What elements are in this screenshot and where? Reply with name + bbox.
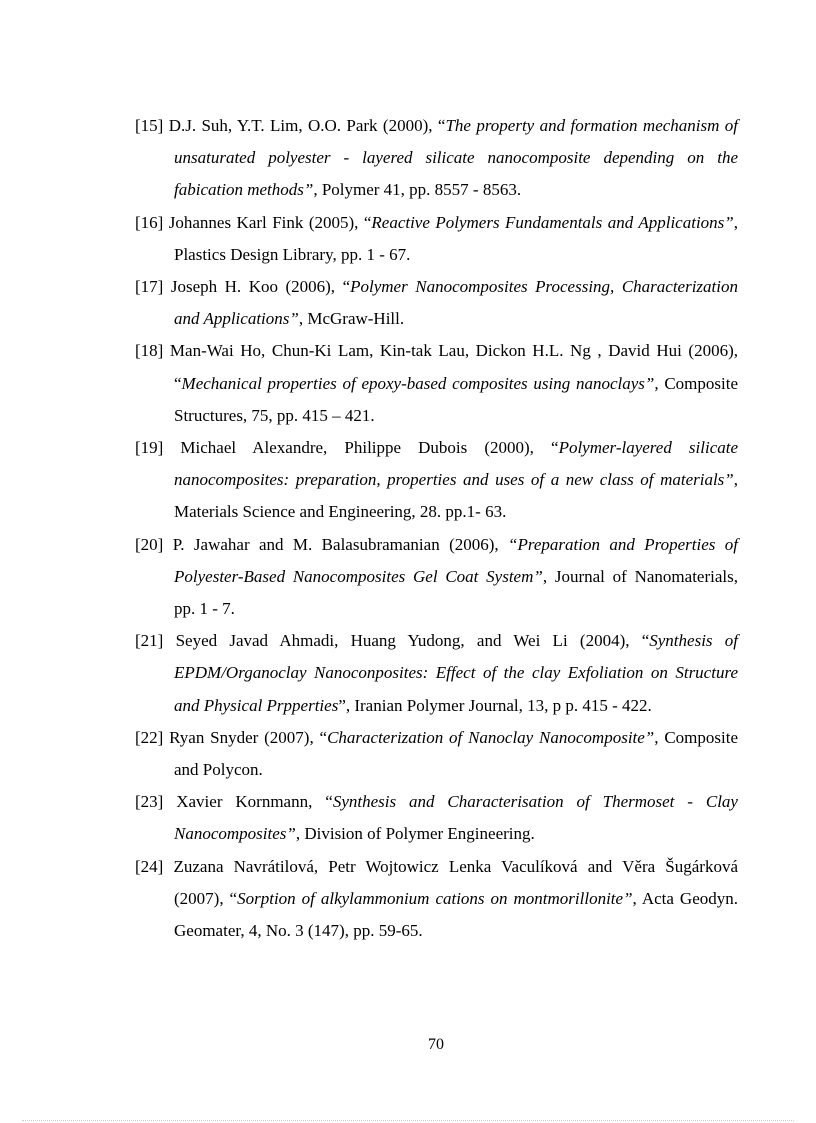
reference-item: [23] Xavier Kornmann, “Synthesis and Characterisation of Thermoset - Clay Nanocomposites”, Division of Polymer Engineering. [135,792,738,844]
reference-title: Characterization of Nanoclay Nanocomposite” [327,727,655,747]
reference-list [135,110,738,947]
reference-title: Polymer Nanocomposites Processing, Characterization and Applications” [174,277,738,329]
reference-item: [24] Zuzana Navrátilová, Petr Wojtowicz Lenka Vaculíková and Věra Šugárková (2007), “Sorption of alkylammonium cations on montmorillonite”, Acta Geodyn. Geomater, 4, No. 3 (147), pp. 59-65. [135,856,738,941]
reference-title: Mechanical properties of epoxy-based composites using nanoclays”, [181,373,659,393]
reference-title: Synthesis of EPDM/Organoclay Nanoconposites: Effect of the clay Exfoliation on Structure and Physical Prpperties [174,631,738,715]
reference-title: Sorption of alkylammonium cations on montmorillonite” [237,888,633,908]
reference-title: Synthesis and Characterisation of Thermoset - Clay Nanocomposites” [174,792,738,844]
reference-title: Reactive Polymers Fundamentals and Applications” [371,212,734,232]
reference-item: [22] Ryan Snyder (2007), “Characterization of Nanoclay Nanocomposite”, Composite and Polycon. [135,727,738,780]
page-number: 70 [428,1036,444,1053]
reference-title: “Preparation and Properties of Polyester-Based Nanocomposites Gel Coat System” [174,534,738,586]
reference-title: The property and formation mechanism of unsaturated polyester - layered silicate nanocomposite depending on the fabication methods” [174,116,739,200]
reference-item: [20] P. Jawahar and M. Balasubramanian (2006), “Preparation and Properties of Polyester-Based Nanocomposites Gel Coat System”, Journal of Nanomaterials, pp. 1 - 7. [135,534,738,619]
reference-item: [21] Seyed Javad Ahmadi, Huang Yudong, and Wei Li (2004), “Synthesis of EPDM/Organoclay Nanoconposites: Effect of the clay Exfoliation on Structure and Physical Prpperties”, Iranian Polymer Journal, 13, p p. 415 - 422. [135,631,738,715]
reference-item: [19] Michael Alexandre, Philippe Dubois (2000), “Polymer-layered silicate nanocomposites: preparation, properties and uses of a new class of materials”, Materials Science and Engineering, 28. pp.1- 63. [135,438,739,522]
page-bottom-divider [22,1120,794,1121]
reference-item: [17] Joseph H. Koo (2006), “Polymer Nanocomposites Processing, Characterization and Applications”, McGraw-Hill. [135,277,738,329]
reference-title: Polymer-layered silicate nanocomposites: preparation, properties and uses of a new class of materials” [174,438,739,490]
reference-item: [15] D.J. Suh, Y.T. Lim, O.O. Park (2000), “The property and formation mechanism of unsaturated polyester - layered silicate nanocomposite depending on the fabication methods”, Polymer 41, pp. 8557 - 8563. [135,116,739,200]
reference-item: [18] Man-Wai Ho, Chun-Ki Lam, Kin-tak Lau, Dickon H.L. Ng , David Hui (2006), “Mechanical properties of epoxy-based composites using nanoclays”, Composite Structures, 75, pp. 415 – 421. [135,341,739,425]
reference-item: [16] Johannes Karl Fink (2005), “Reactive Polymers Fundamentals and Applications”, Plastics Design Library, pp. 1 - 67. [135,212,738,264]
